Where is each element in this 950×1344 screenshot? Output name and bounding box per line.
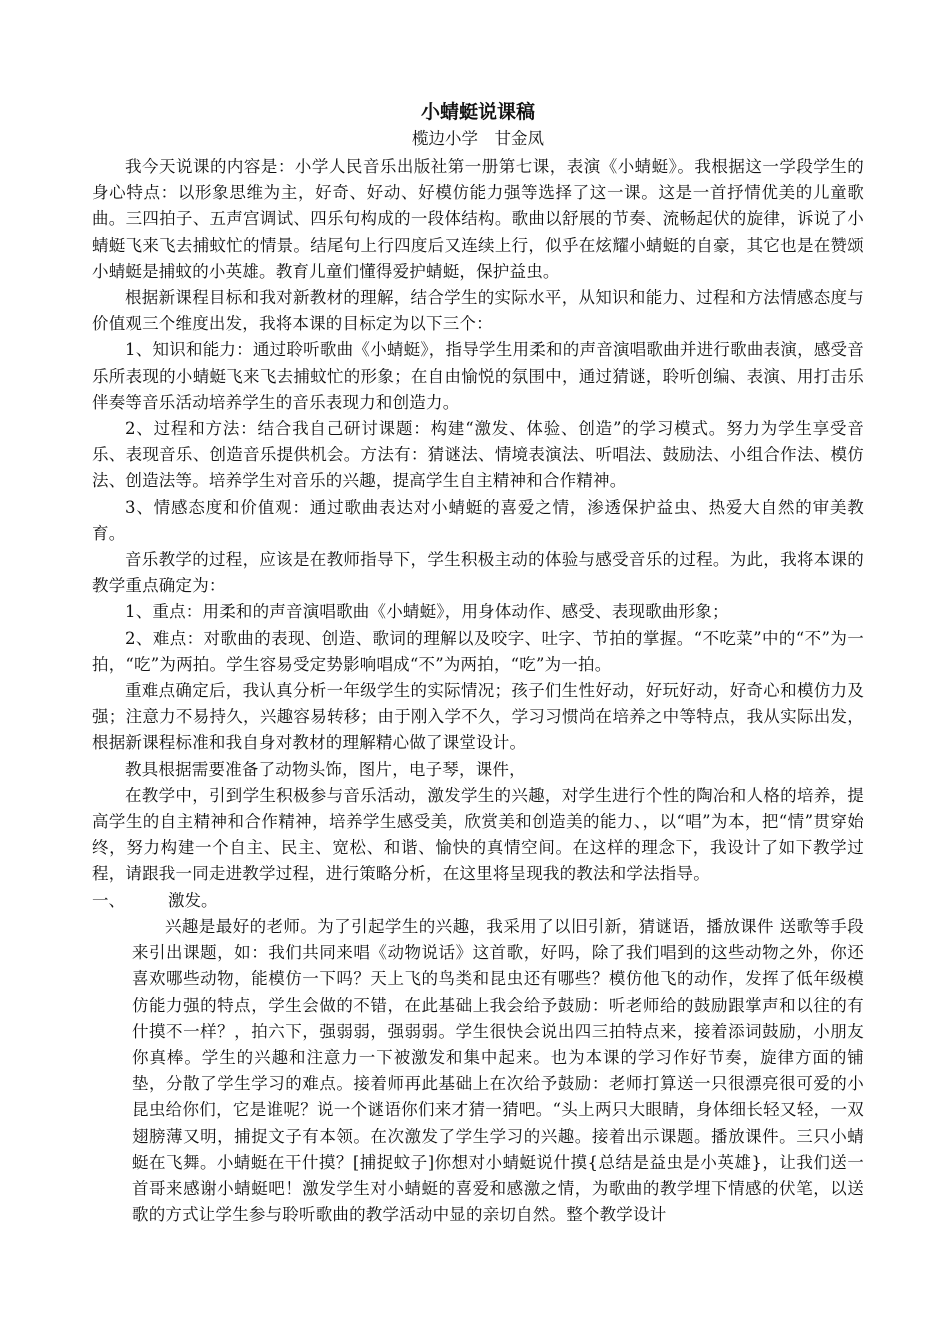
document-title: 小蜻蜓说课稿 (420, 101, 535, 123)
author-line: 榄边小学 甘金凤 (412, 129, 544, 148)
section-title: 激发。 (168, 890, 218, 910)
paragraph: 音乐教学的过程，应该是在教师指导下，学生积极主动的体验与感受音乐的过程。为此，我将本课的教学重点确定为： (92, 550, 864, 596)
paragraph: 教具根据需要准备了动物头饰，图片，电子琴，课件， (125, 759, 526, 779)
paragraph: 重难点确定后，我认真分析一年级学生的实际情况；孩子们生性好动，好玩好动，好奇心和模仿力及强；注意力不易持久，兴趣容易转移；由于刚入学不久，学习习惯尚在培养之中等特点，我从实际出发，根据新课程标准和我自身对教材的理解精心做了课堂设计。 (92, 681, 864, 753)
section-heading (92, 888, 864, 914)
paragraph: 我今天说课的内容是：小学人民音乐出版社第一册第七课，表演《小蜻蜓》。我根据这一学段学生的身心特点：以形象思维为主，好奇、好动、好模仿能力强等选择了这一课。这是一首抒情优美的儿童歌曲。三四拍子、五声宫调试、四乐句构成的一段体结构。歌曲以舒展的节奏、流畅起伏的旋律，诉说了小蜻蜓飞来飞去捕蚊忙的情景。结尾句上行四度后又连续上行，似乎在炫耀小蜻蜓的自豪，其它也是在赞颂小蜻蜓是捕蚊的小英雄。教育儿童们懂得爱护蜻蜓，保护益虫。 (92, 157, 864, 281)
paragraph: 3、情感态度和价值观：通过歌曲表达对小蜻蜓的喜爱之情，渗透保护益虫、热爱大自然的审美教育。 (92, 497, 864, 543)
paragraph: 1、重点：用柔和的声音演唱歌曲《小蜻蜓》，用身体动作、感受、表现歌曲形象； (125, 602, 729, 622)
section-number: 一、 (92, 890, 125, 910)
paragraph: 在教学中，引到学生积极参与音乐活动，激发学生的兴趣，对学生进行个性的陶冶和人格的培养，提高学生的自主精神和合作精神，培养学生感受美，欣赏美和创造美的能力、，以“唱”为本，把“情”贯穿始终，努力构建一个自主、民主、宽松、和谐、愉快的真情空间。在这样的理念下，我设计了如下教学过程，请跟我一同走进教学过程，进行策略分析，在这里将呈现我的教法和学法指导。 (92, 785, 864, 884)
paragraph: 2、难点：对歌曲的表现、创造、歌词的理解以及咬字、吐字、节拍的掌握。“不吃菜”中的“不”为一拍，“吃”为两拍。学生容易受定势影响唱成“不”为两拍，“吃”为一拍。 (92, 628, 864, 674)
section-paragraph: 兴趣是最好的老师。为了引起学生的兴趣，我采用了以旧引新，猜谜语，播放课件 送歌等手段来引出课题，如：我们共同来唱《动物说话》这首歌，好吗，除了我们唱到的这些动物之外，你还喜欢哪些动物，能模仿一下吗？天上飞的鸟类和昆虫还有哪些？模仿他飞的动作，发挥了低年级模仿能力强的特点，学生会做的不错，在此基础上我会给予鼓励：听老师给的鼓励跟掌声和以往的有什摸不一样？，拍六下，强弱弱，强弱弱。学生很快会说出四三拍特点来，接着添词鼓励，小朋友你真棒。学生的兴趣和注意力一下被激发和集中起来。也为本课的学习作好节奏，旋律方面的铺垫，分散了学生学习的难点。接着师再此基础上在次给予鼓励：老师打算送一只很漂亮很可爱的小昆虫给你们，它是谁呢？说一个谜语你们来才猜一猜吧。“头上两只大眼睛，身体细长轻又轻，一双翅膀薄又明，捕捉文子有本领。在次激发了学生学习的兴趣。接着出示课题。播放课件。三只小蜻蜓在飞舞。小蜻蜓在干什摸？[捕捉蚊子]你想对小蜻蜓说什摸{总结是益虫是小英雄}，让我们送一首哥来感谢小蜻蜓吧！激发学生对小蜻蜓的喜爱和感激之情，为歌曲的教学埋下情感的伏笔，以送歌的方式让学生参与聆听歌曲的教学活动中显的亲切自然。整个教学设计 (132, 916, 864, 1225)
paragraph: 2、过程和方法：结合我自己研讨课题：构建“激发、体验、创造”的学习模式。努力为学生享受音乐、表现音乐、创造音乐提供机会。方法有：猜谜法、情境表演法、听唱法、鼓励法、小组合作法、模仿法、创造法等。培养学生对音乐的兴趣，提高学生自主精神和合作精神。 (92, 419, 864, 491)
paragraph: 1、知识和能力：通过聆听歌曲《小蜻蜓》，指导学生用柔和的声音演唱歌曲并进行歌曲表演，感受音乐所表现的小蜻蜓飞来飞去捕蚊忙的形象；在自由愉悦的氛围中，通过猜谜，聆听创编、表演、用打击乐伴奏等音乐活动培养学生的音乐表现力和创造力。 (92, 340, 864, 412)
document-page (92, 98, 864, 1228)
paragraph: 根据新课程目标和我对新教材的理解，结合学生的实际水平，从知识和能力、过程和方法情感态度与价值观三个维度出发，我将本课的目标定为以下三个： (92, 288, 864, 334)
